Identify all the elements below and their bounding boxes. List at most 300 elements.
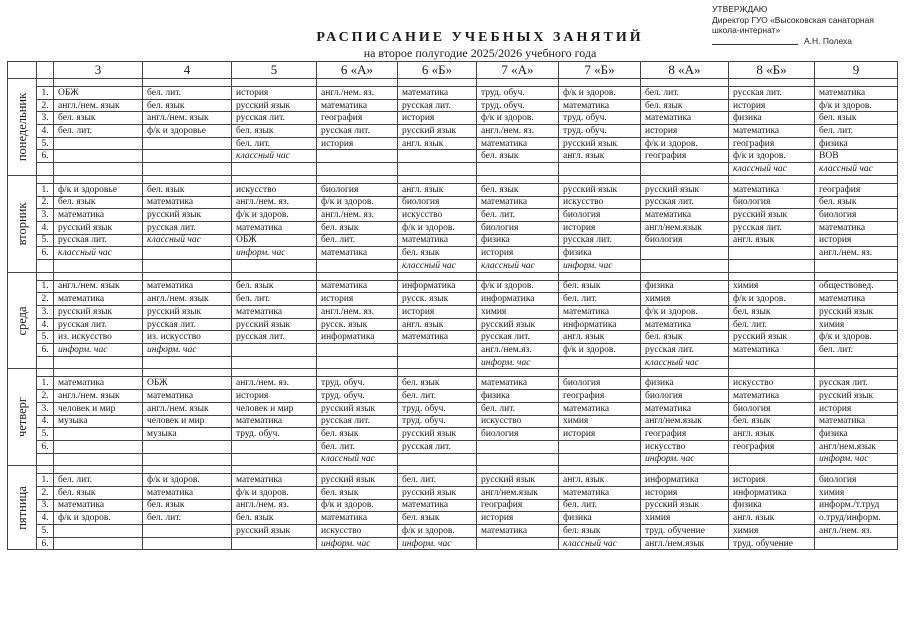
lesson-cell: информатика — [477, 293, 559, 306]
lesson-cell: информ. час — [54, 344, 143, 357]
lesson-row — [8, 163, 898, 176]
lesson-cell: химия — [559, 415, 641, 428]
lesson-row — [8, 499, 898, 512]
lesson-cell: история — [641, 486, 729, 499]
lesson-number: 2. — [37, 293, 54, 306]
lesson-cell — [54, 259, 143, 272]
spacer-cell — [559, 79, 641, 87]
lesson-cell: математика — [641, 112, 729, 125]
lesson-cell: ОБЖ — [54, 87, 143, 100]
lesson-cell: математика — [815, 415, 898, 428]
lesson-cell: ф/к и здоров. — [232, 486, 317, 499]
lesson-number: 5. — [37, 525, 54, 538]
lesson-cell: труд. обуч. — [477, 87, 559, 100]
spacer-cell — [729, 272, 815, 280]
lesson-cell: история — [815, 234, 898, 247]
spacer-cell — [232, 466, 317, 474]
lesson-row — [8, 125, 898, 138]
lesson-cell: труд. обуч. — [317, 390, 398, 403]
lesson-cell: ф/к и здоровье — [143, 125, 232, 138]
lesson-cell: физика — [641, 280, 729, 293]
lesson-cell: ф/к и здоров. — [729, 293, 815, 306]
lesson-cell: бел. язык — [54, 196, 143, 209]
lesson-cell: история — [477, 512, 559, 525]
lesson-cell — [559, 163, 641, 176]
lesson-cell: бел. язык — [477, 150, 559, 163]
lesson-cell: география — [815, 183, 898, 196]
lesson-number — [37, 163, 54, 176]
spacer-cell — [815, 466, 898, 474]
lesson-number: 3. — [37, 499, 54, 512]
lesson-cell: классный час — [232, 150, 317, 163]
lesson-cell: англ./нем. яз. — [317, 306, 398, 319]
lesson-cell: англ./нем. яз. — [232, 499, 317, 512]
lesson-number: 2. — [37, 486, 54, 499]
lesson-cell: биология — [317, 183, 398, 196]
lesson-cell: классный час — [398, 259, 477, 272]
lesson-cell: математика — [54, 293, 143, 306]
page-subtitle: на второе полугодие 2025/2026 учебного года — [363, 46, 597, 60]
lesson-cell: из. искусство — [54, 331, 143, 344]
lesson-row — [8, 247, 898, 260]
spacer-cell — [729, 369, 815, 377]
spacer-cell — [54, 272, 143, 280]
lesson-cell: англ./нем. яз. — [477, 125, 559, 138]
lesson-cell: информ. час — [398, 537, 477, 550]
lesson-cell — [232, 259, 317, 272]
spacer-cell — [815, 272, 898, 280]
spacer-cell — [37, 369, 54, 377]
lesson-cell: физика — [477, 234, 559, 247]
lesson-cell: ф/к и здоров. — [398, 221, 477, 234]
lesson-cell: бел. язык — [815, 196, 898, 209]
spacer-cell — [559, 272, 641, 280]
lesson-cell: математика — [815, 293, 898, 306]
lesson-cell: география — [729, 440, 815, 453]
lesson-cell: бел. язык — [143, 499, 232, 512]
day-label — [8, 369, 37, 466]
lesson-cell: ф/к и здоровье — [54, 183, 143, 196]
lesson-cell: география — [729, 137, 815, 150]
lesson-cell: информ. час — [641, 453, 729, 466]
lesson-cell: англ./нем. яз. — [317, 87, 398, 100]
lesson-cell: ф/к и здоров. — [143, 474, 232, 487]
lesson-cell: информатика — [641, 474, 729, 487]
lesson-cell: искусство — [641, 440, 729, 453]
lesson-cell: математика — [317, 247, 398, 260]
lesson-number: 6. — [37, 537, 54, 550]
spacer-cell — [143, 175, 232, 183]
lesson-cell: бел. лит. — [559, 499, 641, 512]
day-spacer-row — [8, 369, 898, 377]
lesson-cell: англ/нем.язык — [641, 221, 729, 234]
lesson-cell: физика — [815, 137, 898, 150]
lesson-cell: ф/к и здоров. — [54, 512, 143, 525]
lesson-cell — [54, 150, 143, 163]
lesson-cell: англ/нем.язык — [815, 440, 898, 453]
spacer-cell — [54, 175, 143, 183]
spacer-cell — [232, 175, 317, 183]
lesson-cell: математика — [317, 99, 398, 112]
lesson-number: 1. — [37, 474, 54, 487]
lesson-row — [8, 183, 898, 196]
lesson-cell: русская лит. — [317, 415, 398, 428]
lesson-cell — [729, 356, 815, 369]
lesson-cell: бел. лит. — [317, 234, 398, 247]
lesson-cell — [559, 453, 641, 466]
lesson-cell — [143, 150, 232, 163]
lesson-cell: бел. язык — [54, 486, 143, 499]
lesson-cell: математика — [54, 209, 143, 222]
lesson-cell: бел. язык — [232, 280, 317, 293]
lesson-cell: математика — [232, 474, 317, 487]
lesson-row — [8, 259, 898, 272]
lesson-cell: химия — [641, 293, 729, 306]
lesson-row — [8, 280, 898, 293]
lesson-number — [37, 259, 54, 272]
lesson-cell: история — [317, 293, 398, 306]
lesson-cell — [317, 259, 398, 272]
spacer-cell — [317, 175, 398, 183]
spacer-cell — [232, 369, 317, 377]
lesson-cell: бел. лит. — [815, 344, 898, 357]
lesson-cell: русский язык — [398, 125, 477, 138]
lesson-cell — [143, 356, 232, 369]
lesson-cell: математика — [729, 344, 815, 357]
lesson-cell: бел. лит. — [54, 125, 143, 138]
lesson-cell: классный час — [54, 247, 143, 260]
lesson-cell: русская лит. — [54, 234, 143, 247]
lesson-cell: математика — [398, 331, 477, 344]
lesson-row — [8, 512, 898, 525]
lesson-cell — [559, 440, 641, 453]
lesson-row — [8, 150, 898, 163]
lesson-cell: история — [729, 474, 815, 487]
lesson-cell: история — [559, 221, 641, 234]
lesson-cell: география — [559, 390, 641, 403]
spacer-cell — [143, 79, 232, 87]
spacer-cell — [477, 175, 559, 183]
lesson-cell: биология — [398, 196, 477, 209]
lesson-cell: бел. язык — [143, 183, 232, 196]
lesson-cell: история — [729, 99, 815, 112]
lesson-cell: англ./нем.язык — [641, 537, 729, 550]
lesson-cell — [641, 163, 729, 176]
lesson-cell: бел. язык — [317, 221, 398, 234]
spacer-cell — [54, 79, 143, 87]
approval-signer: А.Н. Полеха — [804, 35, 852, 46]
lesson-cell — [729, 247, 815, 260]
lesson-cell: англ. язык — [559, 474, 641, 487]
lesson-cell: классный час — [477, 259, 559, 272]
lesson-cell: бел. язык — [398, 247, 477, 260]
lesson-cell: труд. обуч. — [559, 112, 641, 125]
class-header: 3 — [54, 62, 143, 79]
lesson-cell: русская лит. — [398, 440, 477, 453]
lesson-cell: история — [398, 306, 477, 319]
spacer-cell — [398, 175, 477, 183]
header-num-cell — [37, 62, 54, 79]
day-spacer-row — [8, 272, 898, 280]
lesson-cell: биология — [729, 196, 815, 209]
lesson-cell: русская лит. — [477, 331, 559, 344]
lesson-cell: англ./нем. яз. — [232, 196, 317, 209]
spacer-cell — [477, 79, 559, 87]
lesson-cell: химия — [729, 280, 815, 293]
lesson-cell — [317, 163, 398, 176]
spacer-cell — [641, 175, 729, 183]
lesson-number: 4. — [37, 512, 54, 525]
lesson-cell — [143, 259, 232, 272]
lesson-cell: русская лит. — [143, 221, 232, 234]
lesson-cell: математика — [641, 402, 729, 415]
day-label — [8, 79, 37, 176]
lesson-cell: математика — [559, 486, 641, 499]
lesson-cell: человек и мир — [232, 402, 317, 415]
lesson-cell: труд. обуч. — [477, 99, 559, 112]
header-row — [8, 62, 898, 79]
lesson-cell: бел. лит. — [477, 402, 559, 415]
lesson-cell: русский язык — [641, 183, 729, 196]
lesson-cell: русский язык — [477, 474, 559, 487]
lesson-cell: англ/нем.язык — [477, 486, 559, 499]
lesson-number: 6. — [37, 150, 54, 163]
lesson-cell: физика — [729, 499, 815, 512]
lesson-cell: бел. язык — [815, 112, 898, 125]
lesson-cell: русская лит. — [232, 331, 317, 344]
lesson-number: 2. — [37, 99, 54, 112]
lesson-cell: история — [232, 87, 317, 100]
lesson-row — [8, 415, 898, 428]
lesson-row — [8, 306, 898, 319]
spacer-cell — [815, 369, 898, 377]
lesson-cell — [143, 247, 232, 260]
lesson-row — [8, 318, 898, 331]
lesson-cell: ОБЖ — [143, 377, 232, 390]
lesson-cell: бел. язык — [559, 280, 641, 293]
spacer-cell — [37, 466, 54, 474]
lesson-cell: классный час — [729, 163, 815, 176]
lesson-row — [8, 453, 898, 466]
lesson-row — [8, 428, 898, 441]
lesson-cell — [143, 440, 232, 453]
day-label — [8, 272, 37, 369]
lesson-cell: русская лит. — [815, 377, 898, 390]
lesson-cell: биология — [641, 234, 729, 247]
schedule-table — [7, 61, 898, 550]
day-label — [8, 175, 37, 272]
lesson-cell: музыка — [143, 428, 232, 441]
lesson-cell: ф/к и здоров. — [477, 280, 559, 293]
spacer-cell — [143, 466, 232, 474]
lesson-cell — [143, 537, 232, 550]
lesson-cell: информ. час — [232, 247, 317, 260]
lesson-cell — [477, 163, 559, 176]
lesson-row — [8, 402, 898, 415]
lesson-row — [8, 537, 898, 550]
lesson-cell: химия — [815, 486, 898, 499]
class-header: 8 «А» — [641, 62, 729, 79]
lesson-cell: русская лит. — [729, 221, 815, 234]
lesson-cell: история — [477, 247, 559, 260]
lesson-cell: русск. язык — [398, 293, 477, 306]
spacer-cell — [815, 175, 898, 183]
lesson-cell: биология — [729, 402, 815, 415]
lesson-row — [8, 209, 898, 222]
lesson-cell: информатика — [398, 280, 477, 293]
lesson-cell — [477, 537, 559, 550]
lesson-cell: бел. лит. — [641, 87, 729, 100]
lesson-cell: человек и мир — [143, 415, 232, 428]
lesson-cell: химия — [641, 512, 729, 525]
lesson-cell: русский язык — [559, 183, 641, 196]
lesson-cell: англ./нем.яз. — [477, 344, 559, 357]
day-spacer-row — [8, 175, 898, 183]
lesson-cell: русский язык — [815, 390, 898, 403]
lesson-cell: математика — [729, 390, 815, 403]
spacer-cell — [54, 466, 143, 474]
spacer-cell — [317, 79, 398, 87]
spacer-cell — [37, 175, 54, 183]
lesson-cell — [143, 453, 232, 466]
lesson-cell: англ./нем. язык — [54, 390, 143, 403]
lesson-row — [8, 356, 898, 369]
lesson-cell: математика — [143, 390, 232, 403]
lesson-cell: о.труд/информ. — [815, 512, 898, 525]
lesson-cell — [54, 356, 143, 369]
lesson-cell: физика — [815, 428, 898, 441]
lesson-cell: труд. обуч. — [559, 125, 641, 138]
lesson-cell: информатика — [729, 486, 815, 499]
lesson-cell — [398, 453, 477, 466]
lesson-number: 3. — [37, 402, 54, 415]
lesson-cell — [143, 137, 232, 150]
day-name: пятница — [15, 486, 29, 530]
lesson-cell: англ./нем. яз. — [317, 209, 398, 222]
lesson-cell: искусство — [317, 525, 398, 538]
lesson-cell — [477, 453, 559, 466]
lesson-cell: бел. лит. — [729, 318, 815, 331]
spacer-cell — [559, 466, 641, 474]
lesson-cell — [143, 525, 232, 538]
lesson-cell: математика — [641, 209, 729, 222]
day-spacer-row — [8, 466, 898, 474]
day-label — [8, 466, 37, 550]
lesson-number: 5. — [37, 428, 54, 441]
lesson-cell: математика — [232, 306, 317, 319]
class-header: 7 «А» — [477, 62, 559, 79]
lesson-row — [8, 87, 898, 100]
lesson-cell: труд. обучение — [641, 525, 729, 538]
spacer-cell — [815, 79, 898, 87]
lesson-cell: математика — [559, 402, 641, 415]
lesson-number: 1. — [37, 183, 54, 196]
lesson-cell — [54, 428, 143, 441]
class-header: 6 «Б» — [398, 62, 477, 79]
lesson-cell: бел. лит. — [317, 440, 398, 453]
lesson-cell: классный час — [815, 163, 898, 176]
lesson-cell: биология — [477, 428, 559, 441]
lesson-cell: история — [232, 390, 317, 403]
lesson-number: 4. — [37, 415, 54, 428]
lesson-number: 6. — [37, 344, 54, 357]
class-header: 9 — [815, 62, 898, 79]
lesson-cell: русская лит. — [641, 344, 729, 357]
spacer-cell — [729, 79, 815, 87]
spacer-cell — [398, 369, 477, 377]
lesson-cell: русская лит. — [559, 234, 641, 247]
lesson-cell: русская лит. — [729, 87, 815, 100]
spacer-cell — [232, 79, 317, 87]
lesson-cell: бел. язык — [729, 415, 815, 428]
lesson-cell: труд. обуч. — [398, 402, 477, 415]
lesson-cell: биология — [559, 377, 641, 390]
lesson-cell: математика — [815, 221, 898, 234]
lesson-number — [37, 453, 54, 466]
lesson-cell: физика — [559, 247, 641, 260]
spacer-cell — [729, 466, 815, 474]
lesson-row — [8, 331, 898, 344]
lesson-cell: информ. час — [559, 259, 641, 272]
lesson-number: 3. — [37, 112, 54, 125]
lesson-cell: труд. обуч. — [317, 377, 398, 390]
lesson-cell: англ. язык — [559, 150, 641, 163]
lesson-cell: бел. язык — [398, 377, 477, 390]
lesson-cell: физика — [729, 112, 815, 125]
lesson-cell: информ./т.труд — [815, 499, 898, 512]
lesson-cell: бел. язык — [641, 331, 729, 344]
lesson-cell: бел. язык — [729, 306, 815, 319]
day-name: вторник — [15, 202, 29, 246]
lesson-cell: ВОВ — [815, 150, 898, 163]
lesson-cell: ф/к и здоров. — [398, 525, 477, 538]
spacer-cell — [641, 79, 729, 87]
lesson-cell: история — [641, 125, 729, 138]
lesson-cell — [54, 440, 143, 453]
lesson-cell: бел. лит. — [232, 293, 317, 306]
spacer-cell — [729, 175, 815, 183]
spacer-cell — [398, 466, 477, 474]
lesson-cell: англ. язык — [398, 318, 477, 331]
lesson-cell: англ/нем.язык — [641, 415, 729, 428]
lesson-cell: математика — [559, 99, 641, 112]
lesson-number: 5. — [37, 137, 54, 150]
lesson-cell: химия — [729, 525, 815, 538]
lesson-cell: русский язык — [398, 428, 477, 441]
lesson-cell: бел. лит. — [559, 293, 641, 306]
lesson-cell: ф/к и здоров. — [559, 87, 641, 100]
lesson-cell: биология — [815, 209, 898, 222]
lesson-cell: русский язык — [317, 474, 398, 487]
spacer-cell — [143, 369, 232, 377]
lesson-cell — [54, 163, 143, 176]
lesson-cell: русская лит. — [641, 196, 729, 209]
class-header: 6 «А» — [317, 62, 398, 79]
lesson-cell: англ./нем. язык — [143, 112, 232, 125]
lesson-cell: англ. язык — [729, 512, 815, 525]
lesson-cell: химия — [477, 306, 559, 319]
page-title: РАСПИСАНИЕ УЧЕБНЫХ ЗАНЯТИЙ — [316, 30, 644, 45]
spacer-cell — [641, 466, 729, 474]
lesson-cell: русский язык — [317, 402, 398, 415]
lesson-cell: искусство — [559, 196, 641, 209]
class-header: 7 «Б» — [559, 62, 641, 79]
lesson-cell: русский язык — [641, 499, 729, 512]
lesson-cell — [641, 247, 729, 260]
lesson-cell: физика — [641, 377, 729, 390]
spacer-cell — [398, 272, 477, 280]
class-header: 8 «Б» — [729, 62, 815, 79]
